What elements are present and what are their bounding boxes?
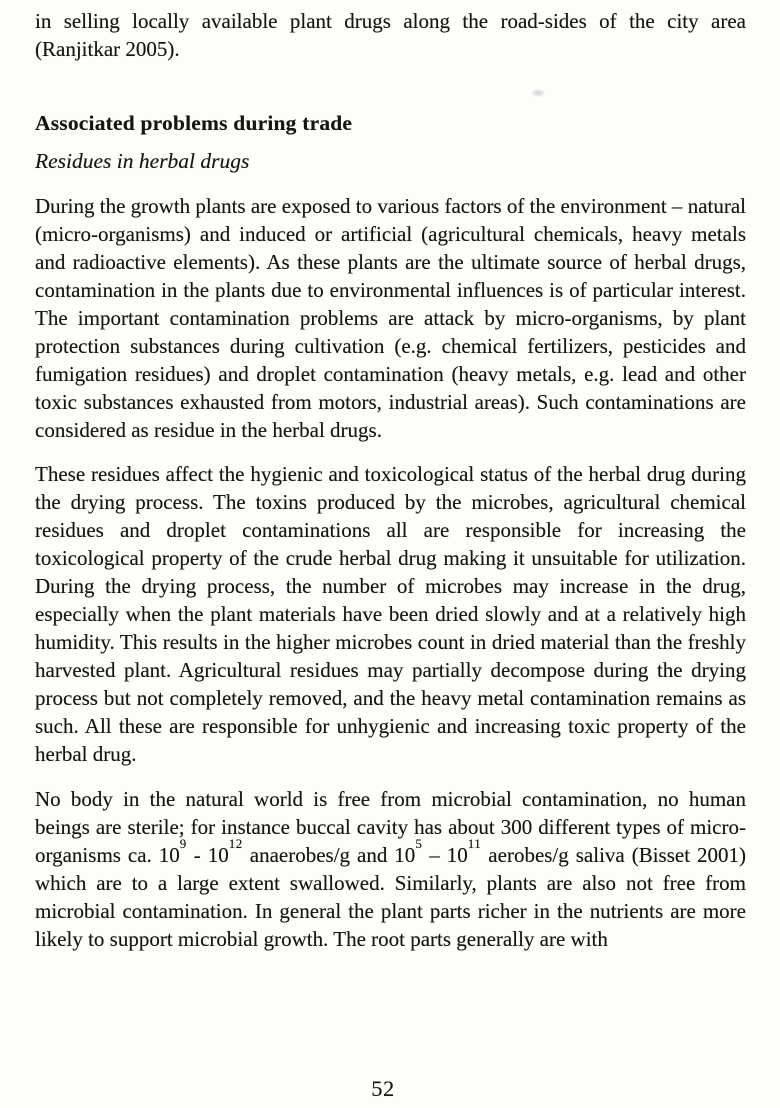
microbial-text-segment: No body in the natural world is free from microbial contamination, no human beings are sterile; for instance buccal cavity has about 300 different types of micro-organisms ca. 10: [35, 787, 746, 867]
exponent-superscript: 12: [228, 836, 243, 852]
paragraph-residues-toxicology: These residues affect the hygienic and toxicological status of the herbal drug during the drying process. The toxins produced by the microbes, agricultural chemical residues and droplet contaminations all are responsible for increasing the toxicological property of the crude herbal drug making it unsuitable for utilization. During the drying process, the number of microbes may increase in the drug, especially when the plant materials have been dried slowly and at a relatively high humidity. This results in the higher microbes count in dried material than the freshly harvested plant. Agricultural residues may partially decompose during the drying process but not completely removed, and the heavy metal contamination remains as such. All these are responsible for unhygienic and increasing toxic property of the herbal drug.: [35, 462, 746, 766]
microbial-text-segment: aerobes/g saliva (Bisset 2001) which are to a large extent swallowed. Similarly, plants are also not free from microbial contamination. In general the plant parts richer in the nutrients are more likely to support microbial growth. The root parts generally are with: [35, 843, 747, 951]
intro-paragraph-continuation: in selling locally available plant drugs along the road-sides of the city area (Ranjitkar 2005).: [35, 9, 746, 61]
exponent-superscript: 9: [179, 836, 187, 852]
scan-smudge-artifact: [531, 89, 545, 97]
page-number: 52: [371, 1076, 395, 1101]
section-heading: Associated problems during trade: [35, 111, 353, 135]
subsection-heading: Residues in herbal drugs: [35, 149, 250, 173]
microbial-text-segment: - 10: [186, 843, 229, 867]
exponent-superscript: 5: [415, 836, 423, 852]
microbial-text-segment: anaerobes/g and 10: [242, 843, 416, 867]
microbial-text-segment: – 10: [422, 843, 468, 867]
paragraph-microbial-contamination: [35, 785, 746, 953]
exponent-superscript: 11: [467, 836, 482, 852]
paragraph-growth-contamination: During the growth plants are exposed to various factors of the environment – natural (micro-organisms) and induced or artificial (agricultural chemicals, heavy metals and radioactive elements). As these plants are the ultimate source of herbal drugs, contamination in the plants due to environmental influences is of particular interest. The important contamination problems are attack by micro-organisms, by plant protection substances during cultivation (e.g. chemical fertilizers, pesticides and fumigation residues) and droplet contamination (heavy metals, e.g. lead and other toxic substances exhausted from motors, industrial areas). Such contaminations are considered as residue in the herbal drugs.: [35, 194, 746, 442]
